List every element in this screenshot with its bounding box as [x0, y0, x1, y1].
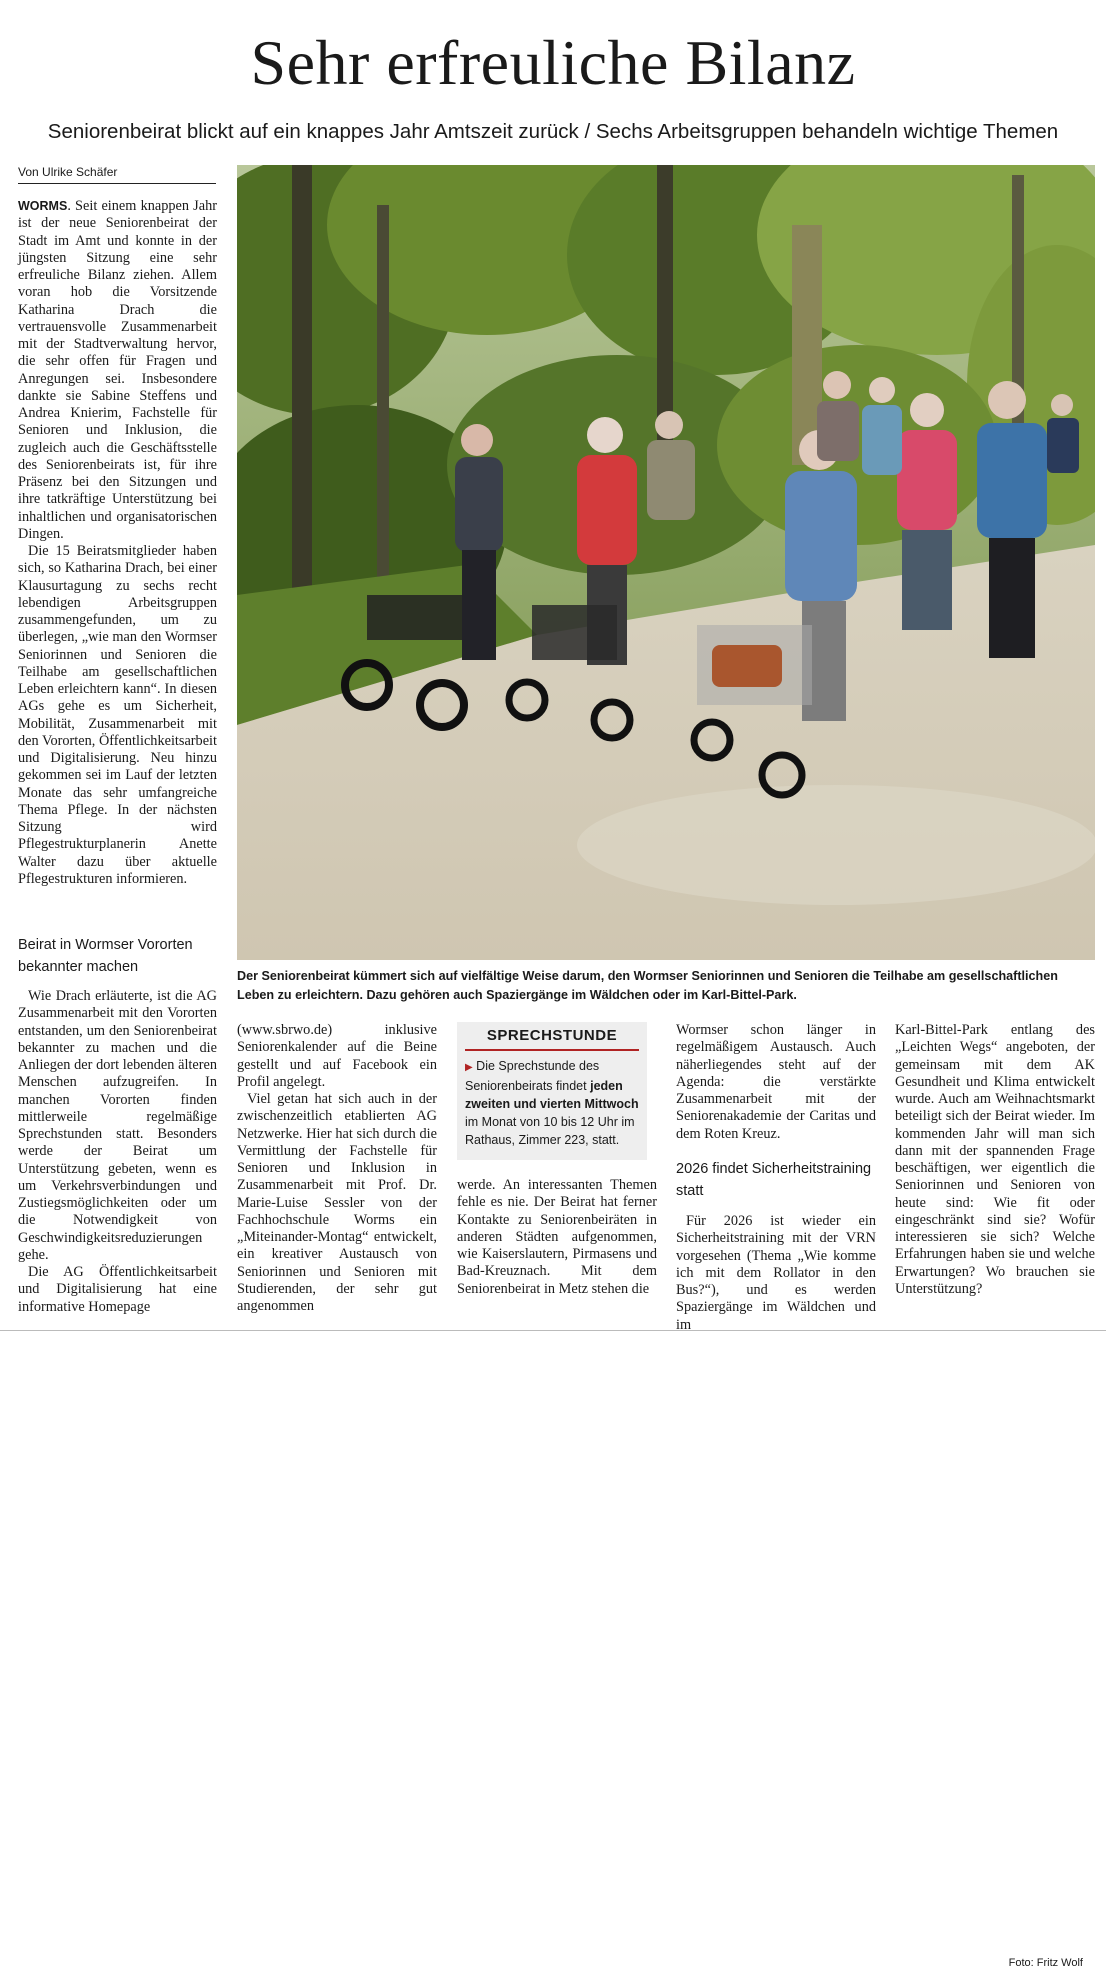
info-box-title: SPRECHSTUNDE [465, 1027, 639, 1051]
headline: Sehr erfreuliche Bilanz [250, 27, 856, 98]
bottom-rule [0, 1330, 1106, 1331]
paragraph: Wie Drach erläuterte, ist die AG Zusammenarbeit mit den Vororten entstanden, um den Seniorenbeirat bekannter zu machen und die Anliegen der dort lebenden älteren Menschen aufzugreifen. In manchen Vororten finden mittlerweile regelmäßige Sprechstunden statt. Besonders werde der Beirat um Unterstützung gebeten, wenn es um Verkehrsverbindungen und Zustiegsmöglichkeiten oder um die Notwendigkeit von Geschwindigkeitsreduzierungen gehe. [18, 988, 217, 1263]
subheadline: Seniorenbeirat blickt auf ein knappes Jahr Amtszeit zurück / Sechs Arbeitsgruppen behandeln wichtige Themen [47, 120, 1059, 143]
paragraph: Wormser schon länger in regelmäßigem Austausch. Auch näherliegendes steht auf der Agenda: die verstärkte Zusammenarbeit mit der Seniorenakademie der Caritas und dem Roten Kreuz. [676, 1022, 876, 1142]
paragraph: werde. An interessanten Themen fehle es nie. Der Beirat hat ferner Kontakte zu Seniorenbeiräten in anderen Städten aufgenommen, wie Kaiserslautern, Pirmasens und Bad-Kreuznach. Mit dem Seniorenbeirat in Metz stehen die [457, 1177, 657, 1297]
paragraph: WORMS. Seit einem knappen Jahr ist der neue Seniorenbeirat der Stadt im Amt und konnte in der jüngsten Sitzung eine sehr erfreuliche Bilanz ziehen. Allem voran hob die Vorsitzende Katharina Drach die vertrauensvolle Zusammenarbeit mit der Stadtverwaltung hervor, die sehr offen für Fragen und Anregungen sei. Insbesondere dankte sie Sabine Steffens und Andrea Knierim, Fachstelle für Senioren und Inklusion, die zugleich auch die Geschäftsstelle des Seniorenbeirats ist, für ihre Präsenz bei den Sitzungen und ihre tatkräftige Unterstützung bei inhaltlichen und organisatorischen Dingen. [18, 198, 217, 542]
column-1-bottom [18, 988, 217, 1316]
paragraph: Viel getan hat sich auch in der zwischenzeitlich etablierten AG Netzwerke. Hier hat sich durch die Vermittlung der Fachstelle für Senioren und Inklusion in Zusammenarbeit mit Prof. Dr. Marie-Luise Sessler von der Fachhochschule Worms ein „Miteinander-Montag“ entwickelt, ein kreativer Austausch von Seniorinnen und Senioren mit Studierenden, der sehr gut angenommen [237, 1091, 437, 1314]
photo-credit: Foto: Fritz Wolf [1008, 1957, 1083, 1969]
info-box-text: ▶ Die Sprechstunde des Seniorenbeirats findet jeden zweiten und vierten Mittwoch im Monat von 10 bis 12 Uhr im Rathaus, Zimmer 223, statt. [465, 1059, 639, 1147]
column-3 [457, 1177, 657, 1298]
dateline: WORMS [18, 199, 68, 213]
column-1-top [18, 198, 217, 888]
photo-seniors-walking-with-rollators [237, 165, 1095, 960]
subheading: 2026 findet Sicherheitstraining statt [676, 1161, 872, 1199]
column-4-bottom [676, 1213, 876, 1334]
article-photo [237, 165, 1095, 960]
triangle-marker-icon: ▶ [465, 1062, 473, 1073]
caption-text: Der Seniorenbeirat kümmert sich auf vielfältige Weise darum, den Wormser Seniorinnen und Senioren die Teilhabe am gesellschaftlichen Leben zu erleichtern. Dazu gehören auch Spaziergänge im Wäldchen oder im Karl-Bittel-Park. [237, 969, 1058, 1002]
paragraph: Die AG Öffentlichkeitsarbeit und Digitalisierung hat eine informative Homepage [18, 1264, 217, 1315]
column-4-top [676, 1022, 876, 1143]
column-2 [237, 1022, 437, 1315]
paragraph: Karl-Bittel-Park entlang des „Leichten Wegs“ angeboten, der gemeinsam mit dem AK Gesundheit und Klima entwickelt wurde. Auch am Weihnachtsmarkt beteiligt sich der Beirat wieder. Im kommenden Jahr will man sich dann mit der spannenden Frage beschäftigen, wer eigentlich die Seniorinnen und Senioren von heute sind: Wie fit oder eingeschränkt sind sie? Wofür interessieren sie sich? Welche Erfahrungen haben sie und welche Erwartungen? Wo brauchen sie Unterstützung? [895, 1022, 1095, 1297]
paragraph: (www.sbrwo.de) inklusive Seniorenkalender auf die Beine gestellt und auf Facebook ein Profil angelegt. [237, 1022, 437, 1090]
byline: Von Ulrike Schäfer [18, 164, 216, 184]
subheading: Beirat in Wormser Vororten bekannter machen [18, 937, 193, 975]
paragraph: Für 2026 ist wieder ein Sicherheitstraining mit der VRN vorgesehen (Thema „Wie komme ich mit dem Rollator in den Bus?“), und es werden Spaziergänge im Wäldchen und im [676, 1213, 876, 1333]
paragraph: Die 15 Beiratsmitglieder haben sich, so Katharina Drach, bei einer Klausurtagung zu sechs recht lebendigen Arbeitsgruppen zusammengefunden, um zu überlegen, „wie man den Wormser Seniorinnen und Senioren die Teilhabe am gesellschaftlichen Leben erleichtern kann“. In diesen AGs gehe es um Sicherheit, Mobilität, Zusammenarbeit mit den Vororten, Öffentlichkeitsarbeit und Digitalisierung. Neu hinzu gekommen sei im Lauf der letzten Monate das sehr umfangreiche Thema Pflege. In der nächsten Sitzung wird Pflegestrukturplanerin Anette Walter dazu über aktuelle Pflegestrukturen informieren. [18, 543, 217, 887]
info-box [457, 1022, 647, 1160]
column-5 [895, 1022, 1095, 1298]
